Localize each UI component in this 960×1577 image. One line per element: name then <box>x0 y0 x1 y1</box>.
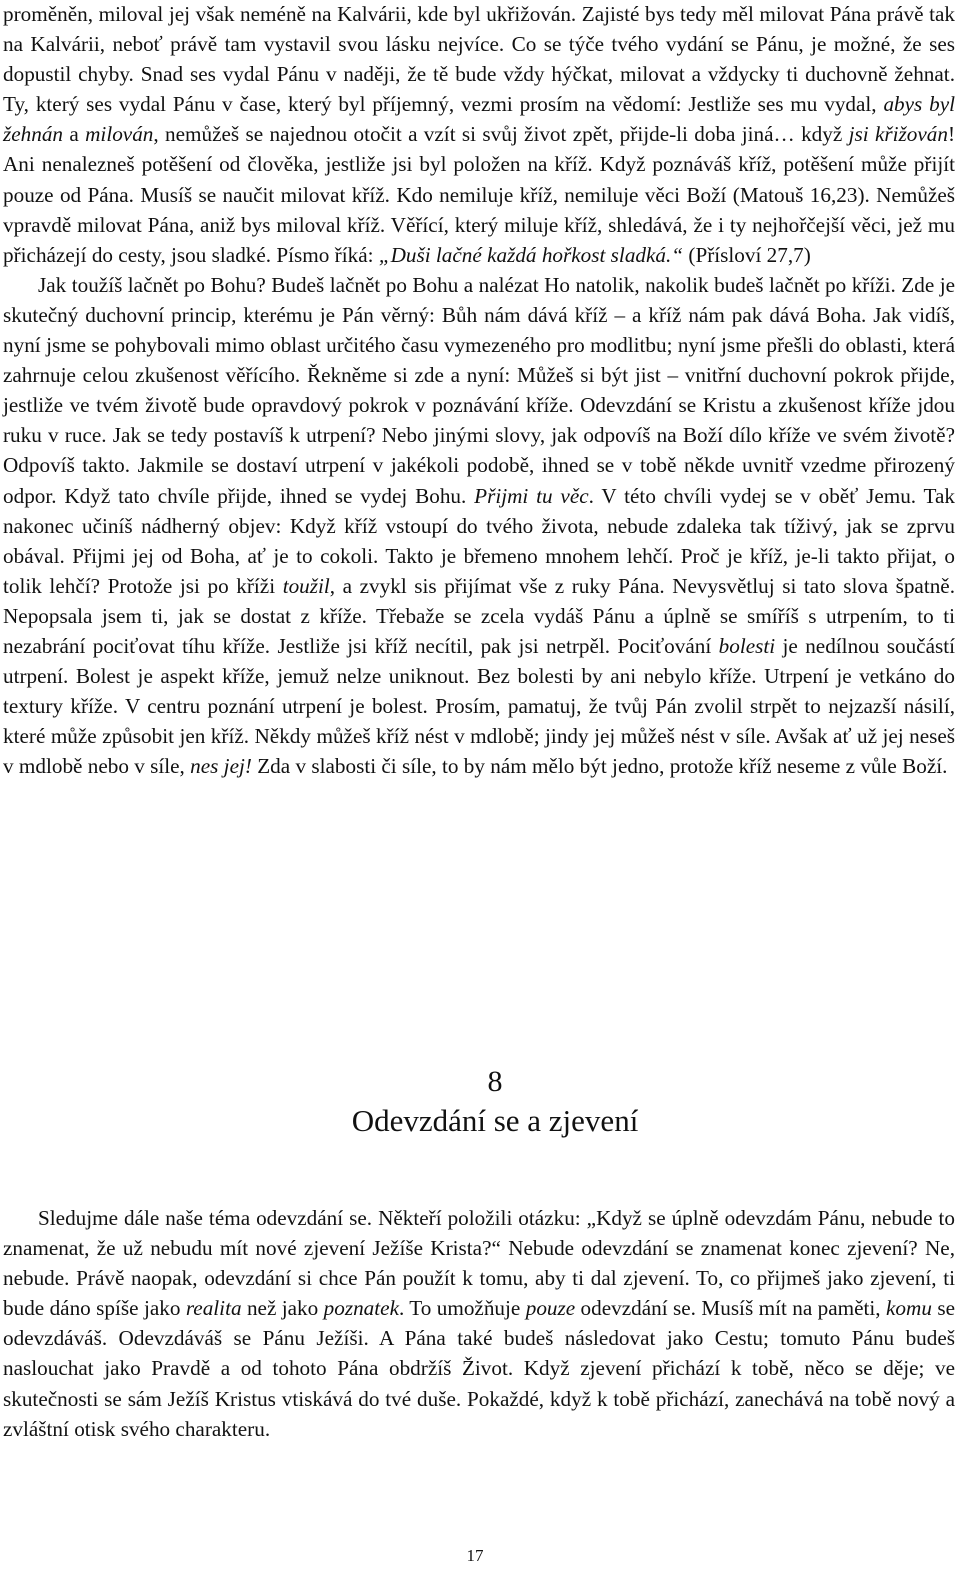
italic-run: toužil <box>282 573 330 598</box>
italic-run: poznatek <box>323 1296 399 1321</box>
text-run: se odevzdáváš. Odevzdáváš se Pánu Ježíši. A Pána také budeš následovat jako Cestu; tomuto Pánu budeš naslouchat jako Pravdě a od tohoto Pána obdržíš Život. Když zjevení přichází k tobě, něco se děje; ve skutečnosti se sám Ježíš Kristus vtiskává do tvé duše. Pokaždé, když k tobě přichází, zanechává na tobě nový a zvláštní otisk svého charakteru. <box>3 1296 955 1441</box>
paragraph-hunger-for-god <box>3 270 955 782</box>
paragraph-cross <box>3 0 955 270</box>
italic-run: pouze <box>525 1296 576 1321</box>
text-run: , nemůžeš se najednou otočit a vzít si svůj život zpět, přijde-li doba jiná… když <box>153 122 849 147</box>
italic-run: „Duši lačné každá hořkost sladká.“ <box>378 242 684 267</box>
chapter-number: 8 <box>487 1065 503 1098</box>
text-run: ! Ani nenalezneš potěšení od člověka, jestliže jsi byl položen na kříž. Když poznáváš kříž, potěšení může přijít pouze od Pána. Musíš se naučit milovat kříž. Kdo nemiluje kříž, nemiluje věci Boží (Matouš 16,23). Nemůžeš vpravdě milovat Pána, aniž bys miloval kříž. Věřící, který miluje kříž, shledává, že i ty nejhořčejší věci, jež mu přicházejí do cesty, jsou sladké. Písmo říká: <box>3 122 955 267</box>
page-number: 17 <box>466 1546 484 1565</box>
text-run: . To umožňuje <box>398 1296 526 1321</box>
text-run: (Přísloví 27,7) <box>683 242 811 267</box>
italic-run: realita <box>185 1296 242 1321</box>
italic-run: komu <box>886 1296 932 1321</box>
text-run: Sledujme dále naše téma odevzdání se. Někteří položili otázku: „Když se úplně odevzdám Pánu, nebude to znamenat, že už nebudu mít nové zjevení Ježíše Krista?“ Nebude odevzdání se znamenat konec zjevení? Ne, nebude. Právě naopak, odevzdání si chce Pán použít k tomu, aby ti dal zjevení. To, co přijmeš jako zjevení, ti bude dáno spíše jako <box>3 1206 955 1321</box>
text-run: je nedílnou součástí utrpení. Bolest je aspekt kříže, jemuž nelze uniknout. Bez bolesti by ani nebylo kříže. Utrpení je vetkáno do textury kříže. V centru poznání utrpení je bolest. Prosím, pamatuj, že tvůj Pán zvolil strpět to nejzazší násilí, které může způsobit jen kříž. Někdy můžeš kříž nést v mdlobě; jindy jej můžeš nést v síle. Avšak ať už jej neseš v mdlobě nebo v síle, <box>3 633 955 779</box>
text-run: než jako <box>241 1296 324 1321</box>
text-run: , a zvykl sis přijímat vše z ruky Pána. Nevysvětluj si tato slova špatně. Nepopsala jsem ti, jak se dostat z kříže. Třebaže se zcela vydáš Pánu a úplně se smíříš s utrpením, to ti nezabrání pociťovat tíhu kříže. Jestliže jsi kříž necítil, pak jsi netrpěl. Pociťování <box>3 573 955 658</box>
italic-run: abys byl žehnán <box>3 92 955 147</box>
paragraph-revelation <box>3 1203 955 1444</box>
text-run: proměněn, miloval jej však neméně na Kalvárii, kde byl ukřižován. Zajisté bys tedy měl milovat Pána právě tak na Kalvárii, neboť právě tam vystavil svou lásku nejvíce. Co se týče tvého vydání se Pánu, je možné, že ses dopustil chyby. Snad ses vydal Pánu v naději, že tě bude vždy hýčkat, milovat a vždycky ti duchovně žehnat. Ty, který ses vydal Pánu v čase, který byl příjemný, vezmi prosím na vědomí: Jestliže ses mu vydal, <box>3 2 955 117</box>
text-run: Jak toužíš lačnět po Bohu? Budeš lačnět po Bohu a nalézat Ho natolik, nakolik budeš lačnět po kříži. Zde je skutečný duchovní princip, kterému je Pán věrný: Bůh nám dává kříž – a kříž nám pak dává Boha. Jak vidíš, nyní jsme se pohybovali mimo oblast určitého času vymezeného pro modlitbu; nyní jsme přešli do oblasti, která zahrnuje celou zkušenost věřícího. Řekněme si zde a nyní: Můžeš si být jist – vnitřní duchovní pokrok přijde, jestliže ve tvém životě bude opravdový pokrok v poznávání kříže. Odevzdání se Kristu a zkušenost kříže jdou ruku v ruce. Jak se tedy postavíš k utrpení? Nebo jinými slovy, jak odpovíš na Boží dílo kříže ve svém životě? Odpovíš takto. Jakmile se dostaví utrpení v jakékoli podobě, ihned se v tobě někde uvnitř vzedme přirozený odpor. Když tato chvíle přijde, ihned se vydej Bohu. <box>3 272 955 508</box>
text-run: a <box>63 122 86 147</box>
text-run: odevzdání se. Musíš mít na paměti, <box>575 1296 887 1321</box>
italic-run: Přijmi tu věc <box>474 483 589 508</box>
text-run: Zda v slabosti či síle, to by nám mělo být jedno, protože kříž neseme z vůle Boží. <box>251 754 948 779</box>
text-run: . V této chvíli vydej se v oběť Jemu. Tak nakonec učiníš nádherný objev: Když kříž vstoupí do tvého života, nebude zdaleka tak tíživý, jak se zprvu obával. Přijmi jej od Boha, ať je to cokoli. Takto je břemeno mnohem lehčí. Proč je kříž, je-li takto přijat, o tolik lehčí? Protože jsi po kříži <box>3 483 955 598</box>
page-body <box>3 0 955 781</box>
italic-run: bolesti <box>718 633 776 658</box>
chapter-title: Odevzdání se a zjevení <box>351 1103 639 1138</box>
italic-run: jsi křižován <box>848 122 948 147</box>
italic-run: nes jej! <box>190 754 252 779</box>
italic-run: milován <box>85 122 154 147</box>
